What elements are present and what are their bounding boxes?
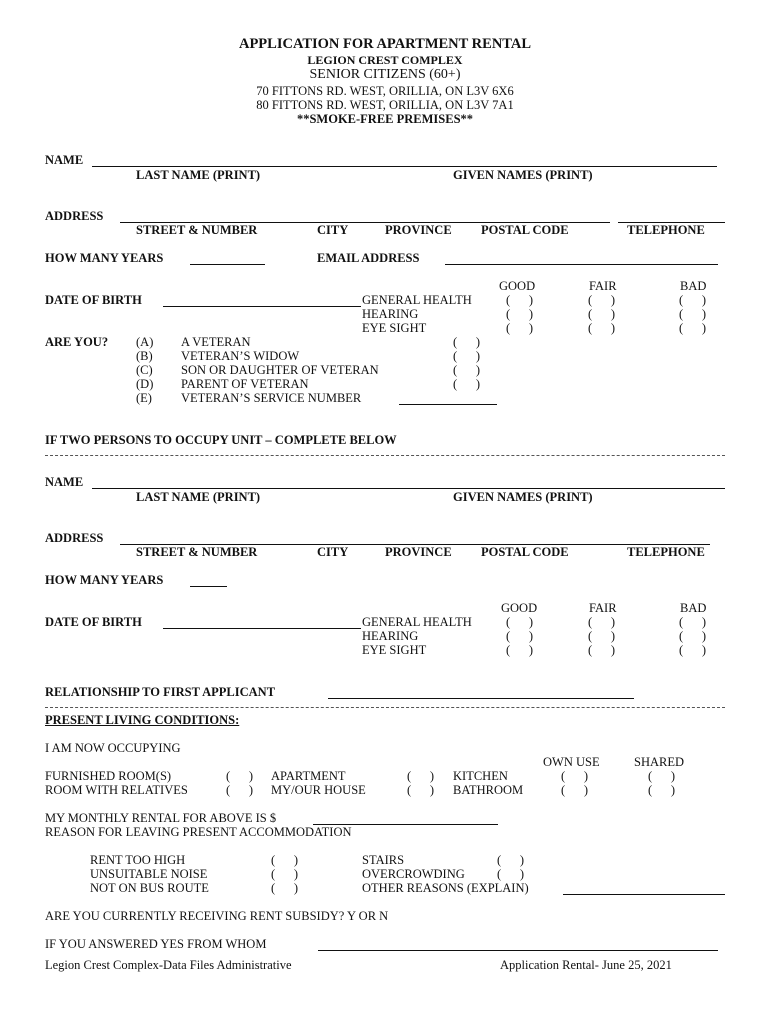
veteran-question: ARE YOU?: [45, 335, 109, 349]
occupying-label: I AM NOW OCCUPYING: [45, 741, 181, 755]
eyesight-good-check[interactable]: ( ): [506, 321, 534, 335]
furnished-check[interactable]: ( ): [226, 769, 254, 783]
name-field-2[interactable]: [92, 488, 725, 489]
hearing-label: HEARING: [362, 307, 419, 321]
health-good-check[interactable]: ( ): [506, 293, 534, 307]
dob-field[interactable]: [163, 306, 361, 307]
smoke-free-note: **SMOKE-FREE PREMISES**: [296, 112, 474, 126]
veteran-letter-d: (D): [136, 377, 154, 391]
veteran-check-c[interactable]: ( ): [453, 363, 481, 377]
health-fair-check[interactable]: ( ): [588, 293, 616, 307]
postal-caption: POSTAL CODE: [481, 223, 569, 237]
divider-2: [45, 707, 725, 708]
general-health-label: GENERAL HEALTH: [362, 293, 472, 307]
eyesight-bad-check-2[interactable]: ( ): [679, 643, 707, 657]
rent-high-check[interactable]: ( ): [271, 853, 299, 867]
bus-route-label: NOT ON BUS ROUTE: [90, 881, 209, 895]
email-field[interactable]: [445, 264, 718, 265]
given-names-caption: GIVEN NAMES (PRINT): [453, 168, 593, 182]
telephone-caption-2: TELEPHONE: [627, 545, 705, 559]
from-whom-label: IF YOU ANSWERED YES FROM WHOM: [45, 937, 267, 951]
veteran-check-d[interactable]: ( ): [453, 377, 481, 391]
telephone-caption: TELEPHONE: [627, 223, 705, 237]
years-label-2: HOW MANY YEARS: [45, 573, 164, 587]
eyesight-good-check-2[interactable]: ( ): [506, 643, 534, 657]
eyesight-bad-check[interactable]: ( ): [679, 321, 707, 335]
veteran-letter-b: (B): [136, 349, 153, 363]
own-use-header: OWN USE: [543, 755, 600, 769]
address-line-2: 80 FITTONS RD. WEST, ORILLIA, ON L3V 7A1: [256, 98, 514, 112]
my-house-label: MY/OUR HOUSE: [271, 783, 366, 797]
eyesight-fair-check[interactable]: ( ): [588, 321, 616, 335]
good-header-2: GOOD: [501, 601, 538, 615]
address-label: ADDRESS: [45, 209, 104, 223]
veteran-letter-c: (C): [136, 363, 153, 377]
my-house-check[interactable]: ( ): [407, 783, 435, 797]
veteran-option-b: VETERAN’S WIDOW: [181, 349, 300, 363]
shared-header: SHARED: [634, 755, 685, 769]
hearing-bad-check-2[interactable]: ( ): [679, 629, 707, 643]
street-caption-2: STREET & NUMBER: [136, 545, 258, 559]
province-caption: PROVINCE: [385, 223, 452, 237]
hearing-good-check-2[interactable]: ( ): [506, 629, 534, 643]
monthly-rental-label: MY MONTHLY RENTAL FOR ABOVE IS $: [45, 811, 277, 825]
noise-check[interactable]: ( ): [271, 867, 299, 881]
veteran-option-d: PARENT OF VETERAN: [181, 377, 309, 391]
furnished-label: FURNISHED ROOM(S): [45, 769, 172, 783]
overcrowding-label: OVERCROWDING: [362, 867, 465, 881]
bathroom-label: BATHROOM: [453, 783, 524, 797]
bus-route-check[interactable]: ( ): [271, 881, 299, 895]
street-caption: STREET & NUMBER: [136, 223, 258, 237]
overcrowding-check[interactable]: ( ): [497, 867, 525, 881]
last-name-caption-2: LAST NAME (PRINT): [136, 490, 261, 504]
good-header: GOOD: [499, 279, 536, 293]
city-caption: CITY: [317, 223, 349, 237]
years-label: HOW MANY YEARS: [45, 251, 164, 265]
relatives-label: ROOM WITH RELATIVES: [45, 783, 188, 797]
other-reasons-label: OTHER REASONS (EXPLAIN): [362, 881, 529, 895]
general-health-label-2: GENERAL HEALTH: [362, 615, 472, 629]
kitchen-shared-check[interactable]: ( ): [648, 769, 676, 783]
second-person-heading: IF TWO PERSONS TO OCCUPY UNIT – COMPLETE BELOW: [45, 433, 397, 447]
relationship-label: RELATIONSHIP TO FIRST APPLICANT: [45, 685, 276, 699]
eyesight-fair-check-2[interactable]: ( ): [588, 643, 616, 657]
living-conditions-heading: PRESENT LIVING CONDITIONS:: [45, 713, 240, 727]
other-reasons-field[interactable]: [563, 894, 725, 895]
fair-header: FAIR: [589, 279, 617, 293]
bad-header-2: BAD: [680, 601, 707, 615]
apartment-label: APARTMENT: [271, 769, 346, 783]
veteran-option-c: SON OR DAUGHTER OF VETERAN: [181, 363, 379, 377]
email-label: EMAIL ADDRESS: [317, 251, 420, 265]
dob-field-2[interactable]: [163, 628, 361, 629]
kitchen-label: KITCHEN: [453, 769, 508, 783]
footer-left: Legion Crest Complex-Data Files Administrative: [45, 958, 292, 972]
eye-sight-label-2: EYE SIGHT: [362, 643, 427, 657]
bathroom-shared-check[interactable]: ( ): [648, 783, 676, 797]
footer-right: Application Rental- June 25, 2021: [500, 958, 672, 972]
veteran-letter-e: (E): [136, 391, 152, 405]
seniors-label: SENIOR CITIZENS (60+): [309, 67, 461, 82]
stairs-label: STAIRS: [362, 853, 405, 867]
years-field-2[interactable]: [190, 586, 227, 587]
last-name-caption: LAST NAME (PRINT): [136, 168, 261, 182]
dob-label-2: DATE OF BIRTH: [45, 615, 142, 629]
city-caption-2: CITY: [317, 545, 349, 559]
province-caption-2: PROVINCE: [385, 545, 452, 559]
form-title: APPLICATION FOR APARTMENT RENTAL: [238, 36, 532, 52]
veteran-check-a[interactable]: ( ): [453, 335, 481, 349]
name-label: NAME: [45, 153, 84, 167]
service-number-field[interactable]: [399, 404, 497, 405]
fair-header-2: FAIR: [589, 601, 617, 615]
health-bad-check[interactable]: ( ): [679, 293, 707, 307]
veteran-check-b[interactable]: ( ): [453, 349, 481, 363]
complex-name: LEGION CREST COMPLEX: [307, 53, 463, 67]
divider: [45, 455, 725, 456]
given-names-caption-2: GIVEN NAMES (PRINT): [453, 490, 593, 504]
from-whom-field[interactable]: [318, 950, 718, 951]
address-line-1: 70 FITTONS RD. WEST, ORILLIA, ON L3V 6X6: [256, 84, 514, 98]
noise-label: UNSUITABLE NOISE: [90, 867, 208, 881]
hearing-fair-check-2[interactable]: ( ): [588, 629, 616, 643]
health-bad-check-2[interactable]: ( ): [679, 615, 707, 629]
relatives-check[interactable]: ( ): [226, 783, 254, 797]
address-label-2: ADDRESS: [45, 531, 104, 545]
years-field[interactable]: [190, 264, 265, 265]
bad-header: BAD: [680, 279, 707, 293]
veteran-option-e: VETERAN’S SERVICE NUMBER: [181, 391, 362, 405]
hearing-bad-check[interactable]: ( ): [679, 307, 707, 321]
veteran-letter-a: (A): [136, 335, 154, 349]
name-label-2: NAME: [45, 475, 84, 489]
hearing-label-2: HEARING: [362, 629, 419, 643]
apartment-check[interactable]: ( ): [407, 769, 435, 783]
stairs-check[interactable]: ( ): [497, 853, 525, 867]
subsidy-question: ARE YOU CURRENTLY RECEIVING RENT SUBSIDY? Y OR N: [45, 909, 389, 923]
hearing-fair-check[interactable]: ( ): [588, 307, 616, 321]
rent-high-label: RENT TOO HIGH: [90, 853, 186, 867]
health-fair-check-2[interactable]: ( ): [588, 615, 616, 629]
hearing-good-check[interactable]: ( ): [506, 307, 534, 321]
health-good-check-2[interactable]: ( ): [506, 615, 534, 629]
veteran-option-a: A VETERAN: [181, 335, 251, 349]
relationship-field[interactable]: [328, 698, 634, 699]
kitchen-own-check[interactable]: ( ): [561, 769, 589, 783]
bathroom-own-check[interactable]: ( ): [561, 783, 589, 797]
name-field[interactable]: [92, 166, 717, 167]
eye-sight-label: EYE SIGHT: [362, 321, 427, 335]
dob-label: DATE OF BIRTH: [45, 293, 142, 307]
postal-caption-2: POSTAL CODE: [481, 545, 569, 559]
reason-label: REASON FOR LEAVING PRESENT ACCOMMODATION: [45, 825, 352, 839]
